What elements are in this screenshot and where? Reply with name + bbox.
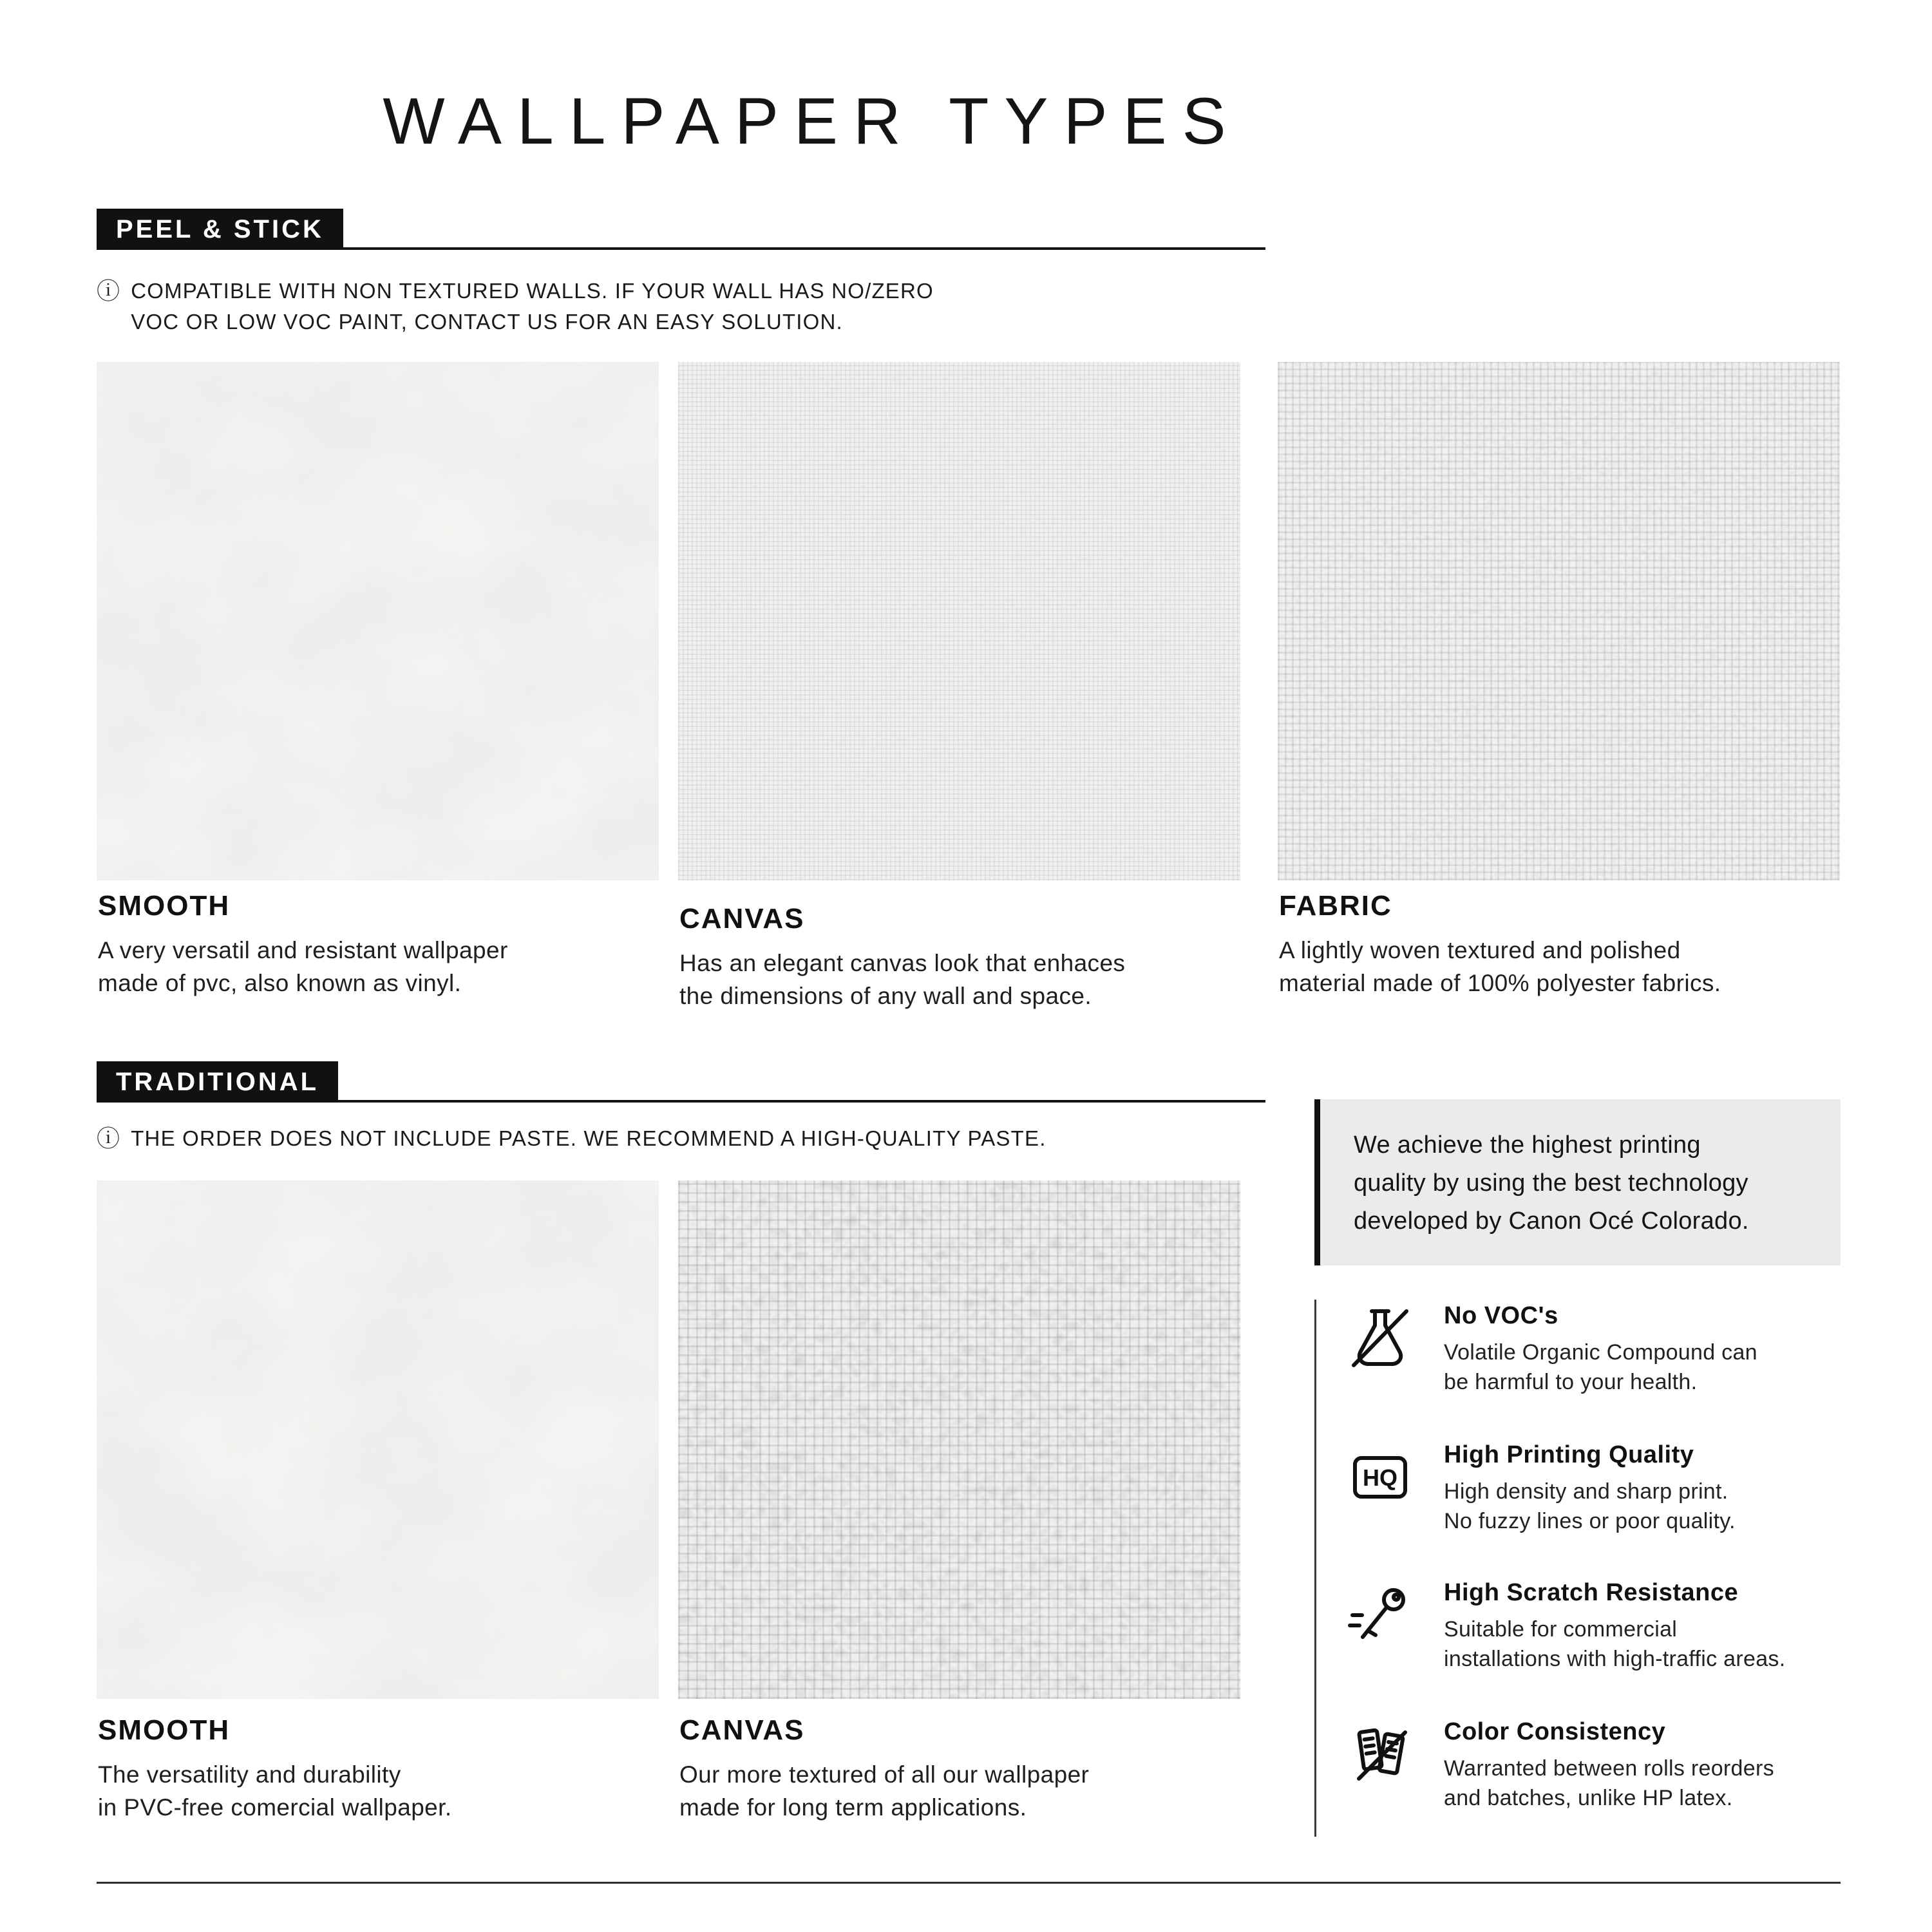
desc-line: A lightly woven textured and polished — [1279, 937, 1681, 963]
scratch-pen-icon — [1345, 1579, 1416, 1650]
smooth-texture-image — [97, 362, 659, 880]
feature-text — [1444, 1718, 1856, 1813]
no-voc-icon — [1345, 1302, 1416, 1373]
smooth-texture-image — [97, 1180, 659, 1699]
desc-line: Suitable for commercial — [1444, 1617, 1678, 1642]
color-swatchbook-icon — [1345, 1718, 1416, 1789]
section-label-text: PEEL & STICK — [116, 214, 324, 243]
weave-overlay — [678, 362, 1240, 880]
swatch-description — [1279, 934, 1721, 999]
feature-high-scratch-resistance — [1345, 1579, 1856, 1674]
desc-line: installations with high-traffic areas. — [1444, 1647, 1786, 1671]
features-divider-line — [1314, 1300, 1316, 1837]
desc-line: made for long term applications. — [679, 1794, 1027, 1821]
callout-line: quality by using the best technology — [1354, 1170, 1748, 1197]
callout-line: We achieve the highest printing — [1354, 1132, 1701, 1159]
feature-title: High Scratch Resistance — [1444, 1579, 1739, 1606]
swatch-name: FABRIC — [1279, 890, 1392, 922]
weave-overlay — [678, 1180, 1240, 1699]
swatch-peel-smooth — [97, 362, 659, 880]
page-title: WALLPAPER TYPES — [383, 84, 1242, 158]
feature-title: High Printing Quality — [1444, 1441, 1694, 1468]
swatch-name: CANVAS — [679, 1714, 805, 1746]
swatch-name: CANVAS — [679, 903, 805, 934]
printing-quality-callout — [1314, 1099, 1841, 1265]
note-line: COMPATIBLE WITH NON TEXTURED WALLS. IF YOUR WALL HAS NO/ZERO — [131, 279, 934, 303]
desc-line: and batches, unlike HP latex. — [1444, 1786, 1733, 1810]
desc-line: A very versatil and resistant wallpaper — [98, 937, 508, 963]
desc-line: The versatility and durability — [98, 1761, 401, 1788]
feature-no-voc — [1345, 1302, 1856, 1397]
hq-badge-icon — [1345, 1441, 1416, 1512]
desc-line: Our more textured of all our wallpaper — [679, 1761, 1090, 1788]
desc-line: made of pvc, also known as vinyl. — [98, 970, 462, 996]
swatch-description — [98, 934, 508, 999]
feature-description — [1444, 1477, 1856, 1536]
feature-high-printing-quality — [1345, 1441, 1856, 1536]
swatch-name: SMOOTH — [98, 1714, 231, 1746]
weave-overlay — [1278, 362, 1840, 880]
note-text — [131, 276, 934, 337]
traditional-note — [97, 1123, 1046, 1154]
note-text — [131, 1123, 1046, 1154]
note-line: THE ORDER DOES NOT INCLUDE PASTE. WE RECOMMEND A HIGH-QUALITY PASTE. — [131, 1126, 1046, 1150]
hq-badge-text: HQ — [1363, 1464, 1397, 1491]
swatch-description — [98, 1758, 452, 1824]
peel-stick-note — [97, 276, 934, 337]
swatch-traditional-canvas — [678, 1180, 1240, 1699]
desc-line: Volatile Organic Compound can — [1444, 1340, 1757, 1365]
desc-line: the dimensions of any wall and space. — [679, 983, 1092, 1009]
desc-line: Has an elegant canvas look that enhaces — [679, 950, 1126, 976]
callout-line: developed by Canon Océ Colorado. — [1354, 1208, 1749, 1235]
section-label-traditional — [97, 1061, 338, 1103]
info-icon: ⓘ — [97, 1125, 121, 1151]
feature-title: No VOC's — [1444, 1302, 1558, 1329]
swatch-peel-fabric — [1278, 362, 1840, 880]
desc-line: Warranted between rolls reorders — [1444, 1756, 1774, 1781]
swatch-traditional-smooth — [97, 1180, 659, 1699]
swatch-description — [679, 947, 1125, 1012]
note-line: VOC OR LOW VOC PAINT, CONTACT US FOR AN EASY SOLUTION. — [131, 310, 843, 334]
footer-rule — [97, 1882, 1841, 1884]
info-icon: ⓘ — [97, 278, 121, 304]
desc-line: material made of 100% polyester fabrics. — [1279, 970, 1721, 996]
swatch-peel-canvas — [678, 362, 1240, 880]
section-label-text: TRADITIONAL — [116, 1067, 319, 1096]
swatch-name: SMOOTH — [98, 890, 231, 922]
desc-line: No fuzzy lines or poor quality. — [1444, 1509, 1736, 1533]
feature-color-consistency — [1345, 1718, 1856, 1813]
section-label-peel-stick — [97, 209, 343, 250]
feature-text — [1444, 1579, 1856, 1674]
feature-description — [1444, 1615, 1856, 1674]
desc-line: in PVC-free comercial wallpaper. — [98, 1794, 452, 1821]
feature-text — [1444, 1302, 1856, 1397]
swatch-description — [679, 1758, 1089, 1824]
feature-description — [1444, 1754, 1856, 1813]
feature-description — [1444, 1338, 1856, 1397]
feature-text — [1444, 1441, 1856, 1536]
feature-title: Color Consistency — [1444, 1718, 1666, 1745]
desc-line: High density and sharp print. — [1444, 1479, 1728, 1504]
desc-line: be harmful to your health. — [1444, 1370, 1698, 1394]
